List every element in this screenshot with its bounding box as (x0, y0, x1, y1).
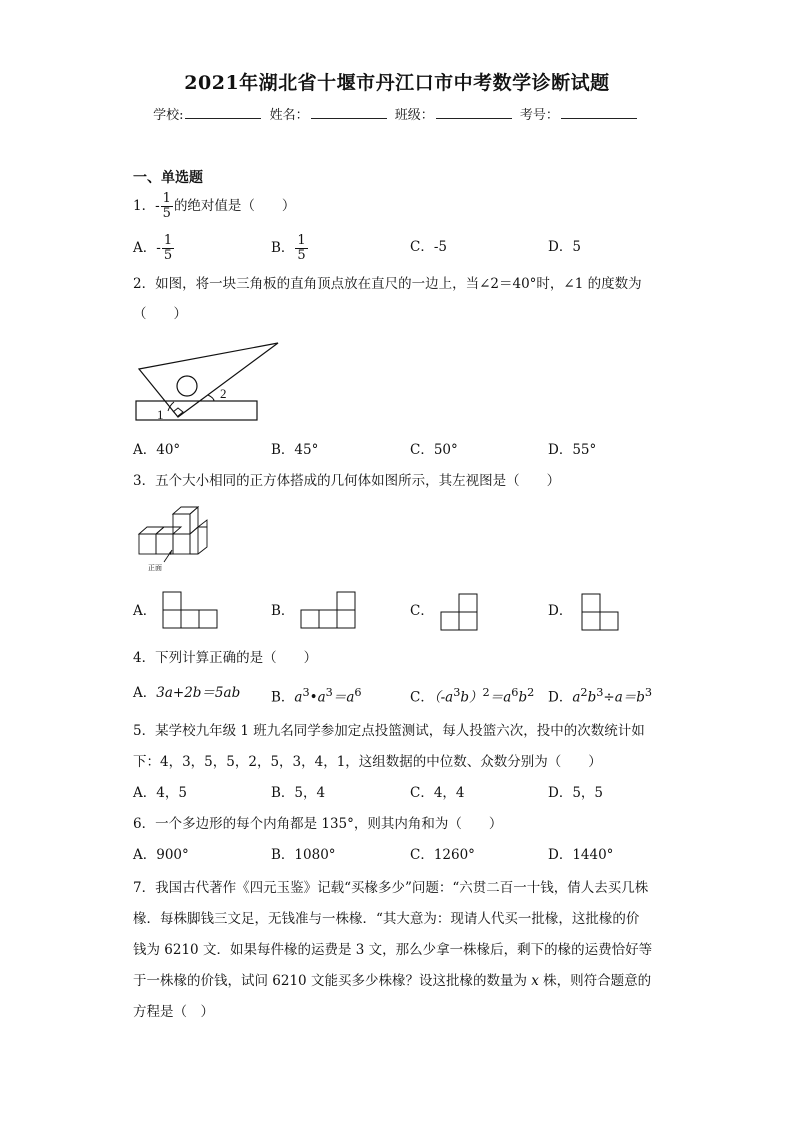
q1-option-c[interactable]: C．-5 (410, 239, 447, 255)
q6-option-c[interactable]: C．1260° (410, 847, 475, 863)
q3-option-a-label[interactable]: A． (133, 603, 157, 619)
q4-option-a[interactable]: A．3a+2b＝5ab (133, 685, 241, 701)
q3-option-b-label[interactable]: B． (271, 603, 295, 619)
page-title: 2021年湖北省十堰市丹江口市中考数学诊断试题 (184, 72, 610, 94)
q3-option-c-label[interactable]: C． (410, 603, 434, 619)
front-view-caption: 正面 (148, 564, 162, 572)
question-7-line2: 椽．每株脚钱三文足，无钱准与一株椽．“其大意为：现请人代买一批椽，这批椽的价 (133, 911, 640, 927)
q6-option-a[interactable]: A．900° (133, 847, 189, 863)
q6-option-b[interactable]: B．1080° (271, 847, 336, 863)
angle-2-label: 2 (220, 386, 227, 401)
question-7-line1: 7．我国古代著作《四元玉鉴》记载“买椽多少”问题：“六贯二百一十钱，倩人去买几株 (133, 880, 649, 896)
question-3: 3．五个大小相同的正方体搭成的几何体如图所示，其左视图是（ ） (133, 473, 561, 489)
q1-option-d[interactable]: D．5 (548, 239, 581, 255)
question-2-line1: 2．如图，将一块三角板的直角顶点放在直尺的一边上，当∠2＝40°时，∠1 的度数为 (133, 276, 642, 292)
school-label: 学校: (153, 108, 184, 123)
q2-option-b[interactable]: B．45° (271, 442, 319, 458)
school-blank[interactable] (185, 106, 261, 119)
q5-option-c[interactable]: C．4，4 (410, 785, 465, 801)
question-2-line2: （ ） (133, 306, 187, 322)
q2-ruler-triangle-figure (130, 338, 290, 428)
question-6: 6．一个多边形的每个内角都是 135°，则其内角和为（ ） (133, 816, 503, 832)
angle-1-label: 1 (157, 407, 164, 422)
q3-cubes-figure (136, 506, 216, 572)
q3-option-c-figure[interactable] (440, 592, 480, 632)
q2-option-a[interactable]: A．40° (133, 442, 181, 458)
triangle-hole (177, 376, 197, 396)
q1-option-b[interactable]: B． $\frac{1}{5}$ (271, 233, 306, 263)
section-title: 一、单选题 (133, 170, 203, 186)
q3-option-d-label[interactable]: D． (548, 603, 573, 619)
q5-option-a[interactable]: A．4，5 (133, 785, 187, 801)
q2-option-c[interactable]: C．50° (410, 442, 458, 458)
q3-option-d-figure[interactable] (581, 592, 621, 632)
exam-no-label: 考号： (519, 108, 559, 123)
question-7-line4: 于一株椽的价钱，试问 6210 文能买多少株椽？设这批椽的数量为 x 株，则符合题意的 (133, 973, 652, 989)
q5-option-b[interactable]: B．5，4 (271, 785, 326, 801)
name-label: 姓名： (269, 108, 309, 123)
q1-option-a[interactable]: A．- $\frac{1}{5}$ (133, 233, 173, 263)
q3-option-b-figure[interactable] (300, 590, 356, 630)
question-7-line3: 钱为 6210 文．如果每件椽的运费是 3 文，那么少拿一株椽后，剩下的椽的运费恰好等 (133, 942, 653, 958)
question-5-line1: 5．某学校九年级 1 班九名同学参加定点投篮测试，每人投篮六次，投中的次数统计如 (133, 723, 645, 739)
question-7-line5: 方程是（ ） (133, 1004, 214, 1020)
question-5-line2: 下：4，3，5，5，2，5，3，4，1，这组数据的中位数、众数分别为（ ） (133, 754, 602, 770)
name-blank[interactable] (311, 106, 387, 119)
q4-option-b[interactable]: B．$a^3•a^3=a^6$ (271, 686, 362, 706)
q5-option-d[interactable]: D．5，5 (548, 785, 604, 801)
class-label: 班级： (394, 108, 434, 123)
q4-option-c[interactable]: C．$(-a^3b)^2=a^6b^2$ (410, 686, 535, 706)
exam-no-blank[interactable] (561, 106, 637, 119)
q2-option-d[interactable]: D．55° (548, 442, 597, 458)
student-info-row (0, 104, 794, 123)
q3-option-a-figure[interactable] (162, 590, 218, 630)
q6-option-d[interactable]: D．1440° (548, 847, 614, 863)
q4-option-d[interactable]: D．$a^2b^3\div a=b^3$ (548, 686, 653, 706)
class-blank[interactable] (436, 106, 512, 119)
question-4: 4．下列计算正确的是（ ） (133, 650, 318, 666)
fraction: $\frac{1}{5}$ (162, 191, 171, 221)
question-1: 1．- $\frac{1}{5}$ 的绝对值是（ ） (133, 191, 296, 221)
